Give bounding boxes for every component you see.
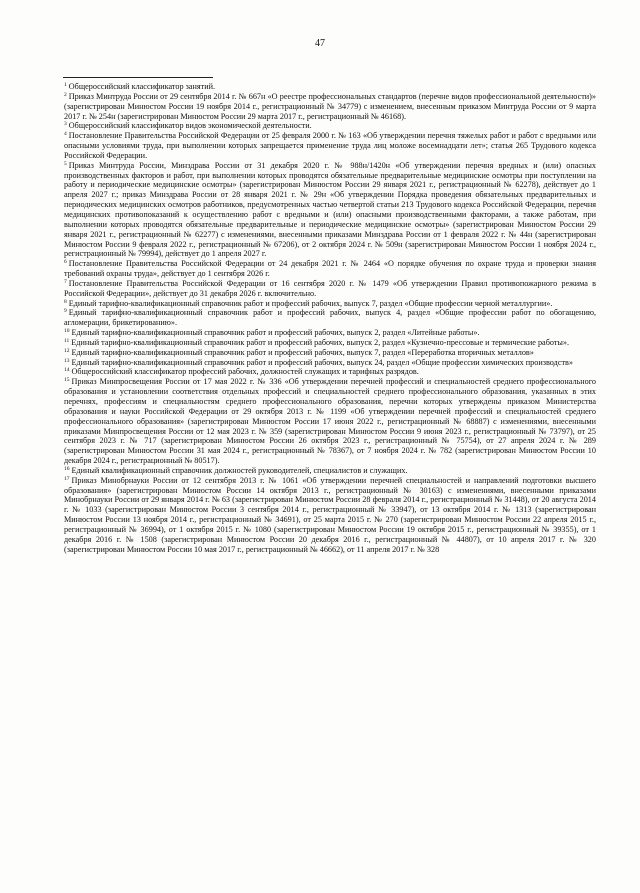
footnote-text: Общероссийский классификатор занятий.: [68, 82, 216, 91]
footnote-4: [64, 131, 596, 161]
footnote-number: 13: [64, 357, 70, 364]
footnote-13: [64, 358, 596, 368]
footnote-text: Общероссийский классификатор профессий рабочих, должностей служащих и тарифных разрядов.: [71, 367, 419, 377]
footnote-text: Единый тарифно-квалификационный справочник работ и профессий рабочих, выпуск 2, раздел «Кузнечно-прессовые и термические работы».: [71, 337, 570, 347]
footnotes-list: [64, 82, 596, 555]
footnote-number: 3: [64, 121, 67, 128]
footnote-separator: [63, 77, 213, 78]
footnote-number: 15: [64, 377, 70, 384]
footnote-number: 11: [64, 337, 70, 344]
footnote-text: Общероссийский классификатор видов экономической деятельности.: [68, 121, 312, 131]
footnote-number: 17: [64, 475, 70, 482]
footnote-number: 7: [64, 278, 67, 285]
footnote-number: 5: [64, 160, 67, 167]
footnote-text: Постановление Правительства Российской Федерации от 24 декабря 2021 г. № 2464 «О порядке обучения по охране труда и проверки знания требований охраны труда», действует до 1 сентября 2026 г.: [64, 259, 596, 279]
footnote-number: 1: [64, 82, 67, 88]
page-number: 47: [315, 38, 325, 49]
footnote-text: Приказ Минпросвещения России от 17 мая 2022 г. № 336 «Об утверждении перечней профессий и специальностей среднего профессионального образования и установлении соответствия отдельных профессий и специальностей среднего профессионального образования, указанных в этих перечнях, профессиям и специальностям среднего профессионального образования, перечни которых утверждены приказом Министерства образования и науки Российской Федерации от 29 октября 2013 г. № 1199 «Об утверждении перечней профессий и специальностей среднего профессионального образования» (зарегистрирован Минюстом России 17 июня 2022 г., регистрационный № 68887) с изменениями, внесенными приказами Минпросвещения России от 12 мая 2023 г. № 359 (зарегистрирован Минюстом России 9 июня 2023 г., регистрационный № 73797), от 25 сентября 2023 г. № 717 (зарегистрирован Минюстом России 26 октября 2023 г., регистрационный № 75754), от 27 апреля 2024 г. № 289 (зарегистрирован Минюстом России 31 мая 2024 г., регистрационный № 78367), от 7 ноября 2024 г. № 782 (зарегистрирован Минюстом России 10 декабря 2024 г., регистрационный № 80517).: [64, 377, 596, 466]
footnote-14: [64, 367, 596, 377]
footnote-text: Постановление Правительства Российской Федерации от 25 февраля 2000 г. № 163 «Об утверждении перечня тяжелых работ и работ с вредными или опасными условиями труда, при выполнении которых запрещается применение труда лиц моложе восемнадцати лет»; статья 265 Трудового кодекса Российской Федерации.: [64, 131, 596, 160]
footnote-5: [64, 161, 596, 259]
footnote-number: 12: [64, 347, 70, 354]
footnote-number: 2: [64, 91, 67, 98]
footnote-text: Единый тарифно-квалификационный справочник работ и профессий рабочих, выпуск 7, раздел «Общие профессии черной металлургии».: [68, 298, 553, 308]
footnote-8: [64, 299, 596, 309]
footnote-3: [64, 121, 596, 131]
footnote-number: 9: [64, 308, 67, 315]
footnote-10: [64, 328, 596, 338]
footnote-number: 14: [64, 367, 70, 374]
footnote-number: 10: [64, 328, 70, 335]
footnote-15: [64, 377, 596, 466]
footnote-text: Единый тарифно-квалификационный справочник работ и профессий рабочих, выпуск 4, раздел «Общие профессии работ по обогащению, агломерации, брикетированию».: [64, 308, 596, 328]
footnote-11: [64, 338, 596, 348]
footnote-text: Постановление Правительства Российской Федерации от 16 сентября 2020 г. № 1479 «Об утверждении Правил противопожарного режима в Российской Федерации», действует до 31 декабря 2026 г. включительно.: [64, 278, 596, 298]
footnote-17: [64, 476, 596, 555]
footnote-12: [64, 348, 596, 358]
footnote-text: Приказ Минтруда России от 29 сентября 2014 г. № 667н «О реестре профессиональных стандартов (перечне видов профессиональной деятельности)» (зарегистрирован Минюстом России 19 ноября 2014 г., регистрационный № 34779) с изменением, внесенным приказом Минтруда России от 9 марта 2017 г. № 254н (зарегистрирован Минюстом России 29 марта 2017 г., регистрационный № 46168).: [64, 91, 596, 121]
footnote-1: [64, 82, 596, 92]
footnote-2: [64, 92, 596, 122]
footnote-6: [64, 259, 596, 279]
footnote-7: [64, 279, 596, 299]
footnote-text: Единый тарифно-квалификационный справочник работ и профессий рабочих, выпуск 24, раздел «Общие профессии химических производств»: [71, 357, 573, 367]
footnote-number: 8: [64, 298, 67, 305]
footnote-16: [64, 466, 596, 476]
footnote-text: Единый тарифно-квалификационный справочник работ и профессий рабочих, выпуск 2, раздел «Литейные работы».: [71, 328, 480, 338]
footnote-text: Приказ Минобрнауки России от 12 сентября 2013 г. № 1061 «Об утверждении перечней специальностей и направлений подготовки высшего образования» (зарегистрирован Минюстом России 14 октября 2013 г., регистрационный № 30163) с изменениями, внесенными приказами Минобрнауки России от 29 января 2014 г. № 63 (зарегистрирован Минюстом России 28 февраля 2014 г., регистрационный № 31448), от 20 августа 2014 г. № 1033 (зарегистрирован Минюстом России 3 сентября 2014 г., регистрационный № 33947), от 13 октября 2014 г. № 1313 (зарегистрирован Минюстом России 13 ноября 2014 г., регистрационный № 34691), от 25 марта 2015 г. № 270 (зарегистрирован Минюстом России 22 апреля 2015 г., регистрационный № 36994), от 1 октября 2015 г. № 1080 (зарегистрирован Минюстом России 19 октября 2015 г., регистрационный № 39355), от 1 декабря 2016 г. № 1508 (зарегистрирован Минюстом России 20 декабря 2016 г., регистрационный № 44807), от 10 апреля 2017 г. № 320 (зарегистрирован Минюстом России 10 мая 2017 г., регистрационный № 46662), от 11 апреля 2017 г. № 328: [64, 475, 596, 554]
footnote-number: 6: [64, 259, 67, 266]
footnote-number: 16: [64, 465, 70, 472]
footnote-9: [64, 308, 596, 328]
footnote-text: Единый квалификационный справочник должностей руководителей, специалистов и служащих.: [71, 465, 408, 475]
footnote-text: Единый тарифно-квалификационный справочник работ и профессий рабочих, выпуск 7, раздел «Переработка вторичных металлов»: [71, 347, 534, 357]
footnote-number: 4: [64, 131, 67, 138]
footnote-text: Приказ Минтруда России, Минздрава России от 31 декабря 2020 г. № 988н/1420н «Об утверждении перечня вредных и (или) опасных производственных факторов и работ, при выполнении которых проводятся обязательные предварительные медицинские осмотры при поступлении на работу и периодические медицинские осмотры» (зарегистрирован Минюстом России 29 января 2021 г., регистрационный № 62278), действует до 1 апреля 2027 г.; приказ Минздрава России от 28 января 2021 г. № 29н «Об утверждении Порядка проведения обязательных предварительных и периодических медицинских осмотров работников, предусмотренных частью четвертой статьи 213 Трудового кодекса Российской Федерации, перечня медицинских противопоказаний к осуществлению работ с вредными и (или) опасными производственными факторами, а также работам, при выполнении которых проводятся обязательные предварительные и периодические медицинские осмотры» (зарегистрирован Минюстом России 29 января 2021 г., регистрационный № 62277) с изменениями, внесенными приказами Минздрава России от 1 февраля 2022 г. № 44н (зарегистрирован Минюстом России 9 февраля 2022 г., регистрационный № 67206), от 2 октября 2024 г. № 509н (зарегистрирован Минюстом России 1 ноября 2024 г., регистрационный № 79994), действует до 1 апреля 2027 г.: [64, 160, 596, 259]
